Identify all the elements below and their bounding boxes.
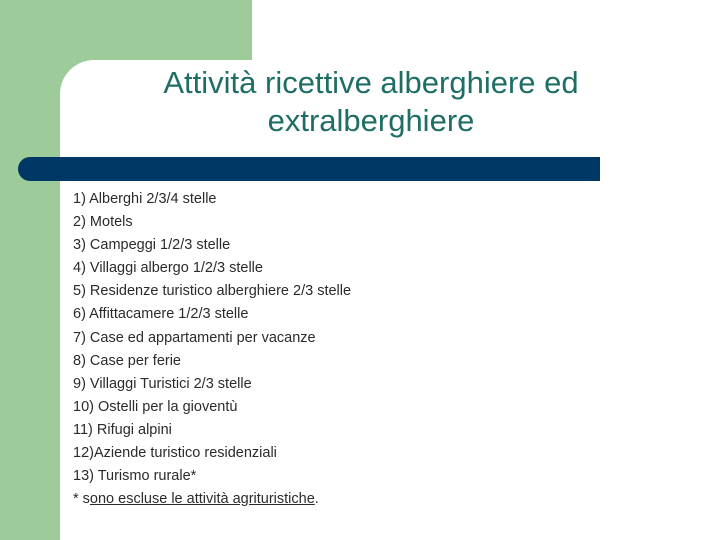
footnote-underlined-text: ono escluse le attività agrituristiche bbox=[89, 491, 315, 507]
list-item: 10) Ostelli per la gioventù bbox=[73, 398, 238, 415]
slide-title-line-1: Attività ricettive alberghiere ed bbox=[163, 65, 579, 100]
footnote-suffix: . bbox=[314, 491, 319, 507]
list-item: 3) Campeggi 1/2/3 stelle bbox=[73, 237, 231, 254]
title-divider-bar bbox=[18, 157, 600, 181]
list-item: 12)Aziende turistico residenziali bbox=[73, 445, 277, 462]
list-item: 13) Turismo rurale* bbox=[73, 468, 197, 485]
list-item: 6) Affittacamere 1/2/3 stelle bbox=[73, 306, 249, 323]
slide-title bbox=[96, 64, 646, 140]
list-item: 9) Villaggi Turistici 2/3 stelle bbox=[73, 375, 252, 392]
list-item: 1) Alberghi 2/3/4 stelle bbox=[73, 191, 217, 207]
slide-title-line-2: extralberghiere bbox=[267, 103, 475, 138]
list-item: 8) Case per ferie bbox=[73, 352, 181, 369]
list-item: 11) Rifugi alpini bbox=[73, 421, 172, 438]
footnote bbox=[73, 488, 319, 511]
list-item: 2) Motels bbox=[73, 214, 133, 231]
list-item: 4) Villaggi albergo 1/2/3 stelle bbox=[73, 260, 263, 277]
footnote-prefix: * s bbox=[73, 491, 90, 507]
list-item: 5) Residenze turistico alberghiere 2/3 stelle bbox=[73, 283, 352, 300]
list-item: 7) Case ed appartamenti per vacanze bbox=[73, 329, 316, 346]
accommodation-list bbox=[73, 188, 351, 488]
